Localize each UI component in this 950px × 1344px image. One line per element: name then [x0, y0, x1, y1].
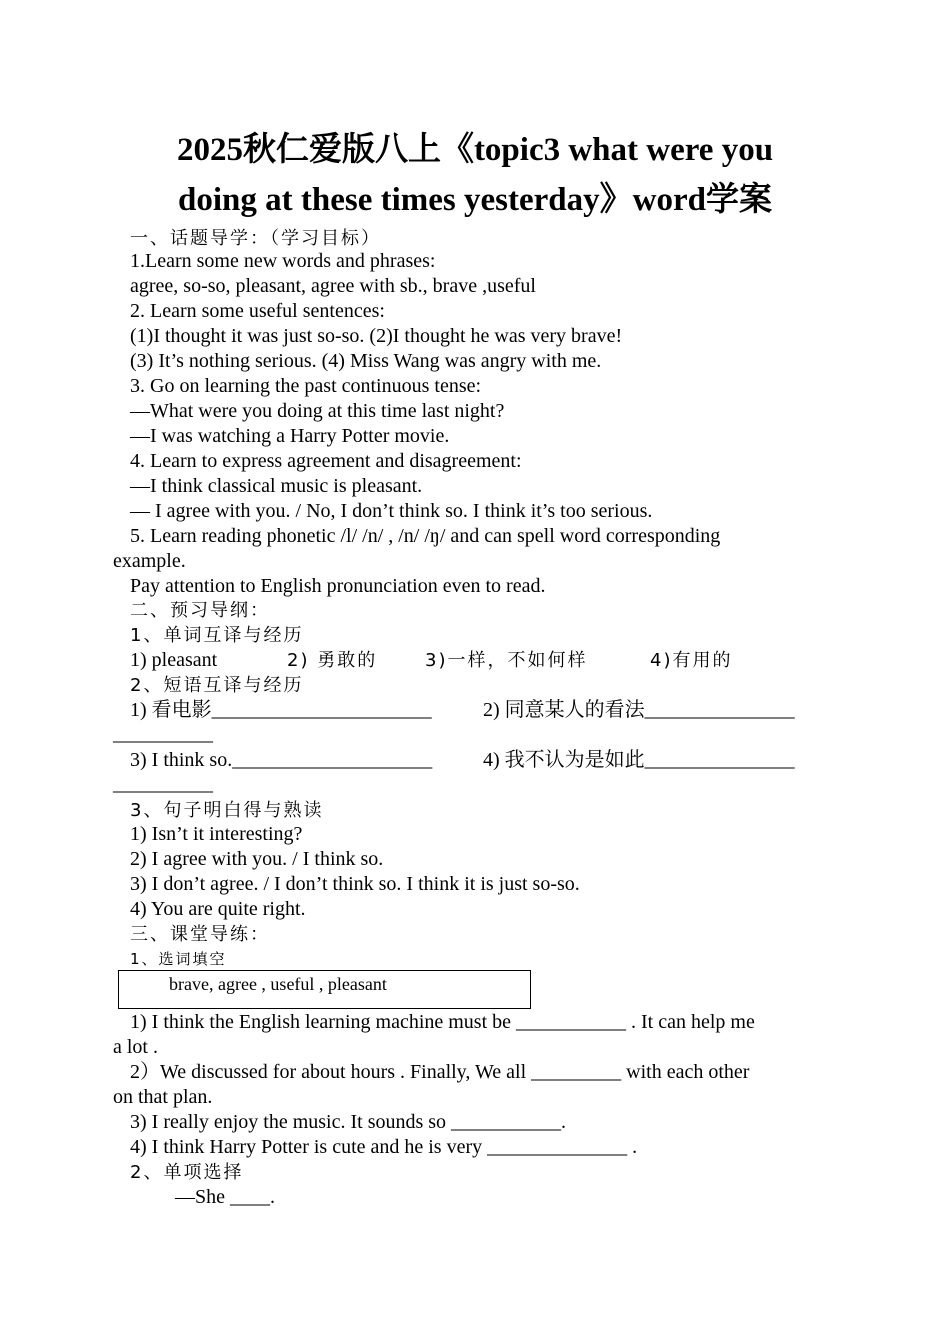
- fill-in-heading: 1、选词填空: [130, 950, 227, 968]
- fill-in-4: 4) I think Harry Potter is cute and he is very ______________ .: [130, 1136, 638, 1158]
- objective-5: 5. Learn reading phonetic /l/ /n/ , /n/ /ŋ/ and can spell word corresponding: [130, 525, 721, 547]
- objective-4: 4. Learn to express agreement and disagreement:: [130, 450, 522, 472]
- phrase-item-2: 2) 同意某人的看法_______________: [483, 699, 795, 721]
- fill-in-1-cont: a lot .: [113, 1036, 158, 1058]
- fill-in-2: 2）We discussed for about hours . Finally, We all _________ with each other: [130, 1061, 750, 1083]
- phrase-item-3: 3) I think so.____________________: [130, 749, 433, 771]
- objective-1-words: agree, so-so, pleasant, agree with sb., brave ,useful: [130, 275, 536, 297]
- objective-4-example-b: — I agree with you. / No, I don’t think so. I think it’s too serious.: [130, 500, 653, 522]
- word-bank-box: [118, 970, 531, 1009]
- phrase-blank-cont-1: __________: [113, 723, 213, 745]
- section-3-heading: 三、课堂导练：: [130, 924, 270, 945]
- multiple-choice-heading: 2、单项选择: [130, 1162, 244, 1183]
- phrase-translation-heading: 2、短语互译与经历: [130, 675, 304, 696]
- objective-5-cont: example.: [113, 550, 186, 572]
- sentence-1: 1) Isn’t it interesting?: [130, 823, 303, 845]
- objective-2: 2. Learn some useful sentences:: [130, 300, 385, 322]
- section-1-heading: 一、话题导学：（学习目标）: [130, 228, 381, 249]
- word-bank-text: brave, agree , useful , pleasant: [169, 974, 387, 994]
- objective-5-note: Pay attention to English pronunciation even to read.: [130, 575, 546, 597]
- fill-in-3: 3) I really enjoy the music. It sounds so ___________.: [130, 1111, 567, 1133]
- objective-3-question: —What were you doing at this time last night?: [130, 400, 505, 422]
- sentence-2: 2) I agree with you. / I think so.: [130, 848, 384, 870]
- document-title: [113, 125, 837, 225]
- objective-2-sentences-b: (3) It’s nothing serious. (4) Miss Wang was angry with me.: [130, 350, 602, 372]
- title-line-2: doing at these times yesterday》word学案: [178, 182, 772, 218]
- objective-3-answer: —I was watching a Harry Potter movie.: [130, 425, 450, 447]
- objective-4-example-a: —I think classical music is pleasant.: [130, 475, 423, 497]
- objective-1: 1.Learn some new words and phrases:: [130, 250, 436, 272]
- phrase-blank-cont-2: __________: [113, 773, 213, 795]
- word-item-1: 1) pleasant: [130, 649, 218, 671]
- phrase-item-1: 1) 看电影______________________: [130, 699, 432, 721]
- title-line-1: 2025秋仁爱版八上《topic3 what were you: [176, 132, 774, 168]
- objective-3: 3. Go on learning the past continuous tense:: [130, 375, 482, 397]
- word-item-3: 3)一样，不如何样: [425, 650, 588, 671]
- multiple-choice-question-1: —She ____.: [175, 1186, 275, 1208]
- fill-in-2-cont: on that plan.: [113, 1086, 213, 1108]
- fill-in-1: 1) I think the English learning machine must be ___________ . It can help me: [130, 1011, 755, 1033]
- sentence-reading-heading: 3、句子明白得与熟读: [130, 800, 324, 821]
- sentence-3: 3) I don’t agree. / I don’t think so. I think it is just so-so.: [130, 873, 580, 895]
- objective-2-sentences-a: (1)I thought it was just so-so. (2)I thought he was very brave!: [130, 325, 623, 347]
- word-item-2: 2) 勇敢的: [287, 650, 378, 671]
- phrase-item-4: 4) 我不认为是如此_______________: [483, 749, 795, 771]
- section-2-heading: 二、预习导纲：: [130, 600, 270, 621]
- word-item-4: 4)有用的: [650, 650, 733, 671]
- sentence-4: 4) You are quite right.: [130, 898, 306, 920]
- word-translation-heading: 1、单词互译与经历: [130, 625, 304, 646]
